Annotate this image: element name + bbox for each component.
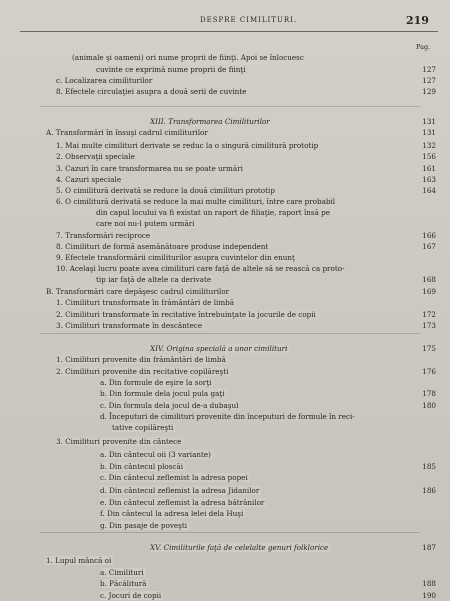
- toc-entry-text: (animale şi oameni) ori nume proprii de fiinţi. Apoi se înlocuesc: [72, 53, 304, 62]
- page-number: 219: [406, 14, 429, 27]
- toc-entry-text: b. Păcălitură: [100, 579, 147, 588]
- toc-entry-text: e. Din cântecul zeflemist la adresa bătrânilor: [100, 498, 265, 507]
- toc-page-number: 178: [422, 389, 436, 398]
- toc-entry-text: cuvinte ce exprimă nume proprii de fiinţi: [96, 65, 246, 74]
- toc-entry-text: 9. Efectele transformării cimiliturilor asupra cuvintelor din enunţ: [56, 253, 295, 262]
- toc-page-number: 176: [422, 367, 436, 376]
- toc-entry-text: 2. Cimilituri transformate în recitative întrebuinţate la jocurile de copii: [56, 310, 316, 319]
- toc-entry-text: A. Transformări în însuşi cadrul cimiliturilor: [46, 128, 208, 137]
- toc-page-number: 129: [422, 87, 436, 96]
- toc-entry-text: a. Din formule de eşire la sorţi: [100, 378, 212, 387]
- toc-entry-text: 3. Cimilituri provenite din cântece: [56, 437, 182, 446]
- toc-page-number: 127: [422, 65, 436, 74]
- toc-entry: [56, 320, 402, 331]
- toc-entry: [46, 555, 402, 566]
- toc-entry: [100, 590, 402, 601]
- toc-entry-text: c. Jocuri de copii: [100, 591, 162, 600]
- toc-page-number: 175: [422, 344, 436, 353]
- toc-page-number: 187: [422, 543, 436, 552]
- toc-entry-text: d. Începuturi de cimilituri provenite din începuturi de formule în reci-: [100, 412, 355, 421]
- toc-entry: [46, 127, 402, 138]
- toc-page-number: 163: [422, 175, 436, 184]
- toc-entry-text: 8. Cimilituri de formă asemănătoare produse independent: [56, 242, 269, 251]
- toc-page-number: 172: [422, 310, 436, 319]
- toc-entry-text: a. Din cântecul oii (3 variante): [100, 450, 211, 459]
- toc-entry: [96, 64, 402, 75]
- toc-entry: [100, 508, 402, 519]
- toc-entry: [56, 163, 402, 174]
- toc-page-number: 161: [422, 164, 436, 173]
- section-divider: [40, 532, 420, 533]
- toc-entry: [56, 309, 402, 320]
- pag-column-label: Pag.: [416, 43, 431, 51]
- toc-entry-text: 2. Cimilituri provenite din recitative copilăreşti: [56, 367, 229, 376]
- toc-page-number: 167: [422, 242, 436, 251]
- toc-entry-text: 6. O cimilitură derivată se reduce la mai multe cimilituri, între care probabil: [56, 197, 336, 206]
- toc-entry-text: 4. Cazuri speciale: [56, 175, 122, 184]
- toc-entry: [56, 230, 402, 241]
- toc-page-number: 168: [422, 275, 436, 284]
- section-divider: [40, 106, 420, 107]
- toc-entry-text: b. Din cântecul ploscăi: [100, 462, 183, 471]
- toc-entry-text: din capul locului va fi existat un raport de filiaţie, raport însă pe: [96, 208, 331, 217]
- toc-section-heading: [150, 343, 402, 354]
- toc-entry: [56, 196, 432, 207]
- toc-page-number: 127: [422, 76, 436, 85]
- toc-section-heading: [150, 542, 402, 553]
- toc-page-number: 185: [422, 462, 436, 471]
- toc-entry: [100, 461, 402, 472]
- toc-entry-text: XIV. Origina specială a unor cimilituri: [150, 344, 288, 353]
- toc-entry: [100, 520, 402, 531]
- toc-page-number: 131: [422, 128, 436, 137]
- toc-entry-text: 1. Cimilituri provenite din frământări de limbă: [56, 355, 226, 364]
- toc-entry: [56, 174, 402, 185]
- toc-page-number: 188: [422, 579, 436, 588]
- section-divider: [40, 333, 420, 334]
- toc-entry: [72, 52, 432, 63]
- toc-entry-text: 2. Observaţii speciale: [56, 152, 135, 161]
- toc-page-number: 190: [422, 591, 436, 600]
- toc-entry: [112, 422, 402, 433]
- toc-entry-text: d. Din cântecul zeflemist la adresa Jidanilor: [100, 486, 260, 495]
- toc-entry: [100, 485, 402, 496]
- toc-entry-text: 8. Efectele circulaţiei asupra a două serii de cuvinte: [56, 87, 247, 96]
- toc-entry: [56, 140, 402, 151]
- toc-page-number: 131: [422, 117, 436, 126]
- toc-entry-text: 7. Transformări reciproce: [56, 231, 151, 240]
- toc-entry-text: 1. Lupul mâncă oi: [46, 556, 112, 565]
- toc-entry: [56, 354, 402, 365]
- toc-page-number: 164: [422, 186, 436, 195]
- toc-entry: [96, 218, 402, 229]
- toc-entry: [56, 297, 402, 308]
- toc-entry-text: g. Din pasaje de poveşti: [100, 521, 188, 530]
- toc-entry-text: care noi nu-l putem urmări: [96, 219, 195, 228]
- toc-entry-text: c. Localizarea cimiliturilor: [56, 76, 153, 85]
- toc-page-number: 186: [422, 486, 436, 495]
- toc-section-heading: [150, 116, 402, 127]
- toc-entry: [56, 241, 402, 252]
- toc-entry: [56, 436, 402, 447]
- toc-entry-text: b. Din formule dela jocul pula gaţi: [100, 389, 225, 398]
- toc-entry: [56, 75, 402, 86]
- toc-entry-text: tative copilăreşti: [112, 423, 174, 432]
- toc-entry: [100, 411, 432, 422]
- toc-page-number: 169: [422, 287, 436, 296]
- toc-entry-text: c. Din formula dela jocul de-a dubaşul: [100, 401, 239, 410]
- toc-entry: [56, 252, 402, 263]
- toc-entry-text: 3. Cimilituri transformate în descântece: [56, 321, 203, 330]
- toc-entry-text: tip iar faţă de altele ca derivate: [96, 275, 212, 284]
- toc-entry: [100, 497, 402, 508]
- toc-entry: [100, 449, 402, 460]
- toc-entry-text: B. Transformări care depăşesc cadrul cimiliturilor: [46, 287, 230, 296]
- toc-page-number: 156: [422, 152, 436, 161]
- toc-entry-text: c. Din cântecul zeflemist la adresa popei: [100, 473, 248, 482]
- toc-entry: [100, 578, 402, 589]
- toc-entry: [100, 567, 402, 578]
- toc-page-number: 166: [422, 231, 436, 240]
- toc-entry-text: XV. Cimiliturile faţă de celelalte genuri folklorice: [150, 543, 329, 552]
- toc-entry: [56, 185, 402, 196]
- toc-entry: [46, 286, 402, 297]
- toc-entry: [100, 400, 402, 411]
- toc-entry-text: 3. Cazuri în care transformarea nu se poate urmări: [56, 164, 243, 173]
- toc-page-number: 132: [422, 141, 436, 150]
- toc-entry: [100, 388, 402, 399]
- toc-entry-text: 1. Mai multe cimilituri derivate se reduc la o singură cimilitură prototip: [56, 141, 319, 150]
- toc-entry: [56, 263, 432, 274]
- toc-entry-text: 10. Acelaşi lucru poate avea cimilituri care faţă de altele să se rească ca proto-: [56, 264, 345, 273]
- toc-page-number: 173: [422, 321, 436, 330]
- toc-entry-text: 5. O cimilitură derivată se reduce la două cimilituri prototip: [56, 186, 275, 195]
- toc-entry-text: a. Cimilituri: [100, 568, 144, 577]
- toc-entry: [56, 151, 402, 162]
- toc-entry: [56, 366, 402, 377]
- toc-entry-text: 1. Cimilituri transformate în frământări de limbă: [56, 298, 235, 307]
- toc-page-number: 180: [422, 401, 436, 410]
- toc-entry-text: f. Din cântecul la adresa lelei dela Huşi: [100, 509, 244, 518]
- toc-entry: [96, 274, 402, 285]
- running-title: DESPRE CIMILITURI.: [200, 16, 298, 24]
- toc-entry-text: XIII. Transformarea Cimiliturilor: [150, 117, 270, 126]
- toc-entry: [100, 377, 402, 388]
- toc-entry: [96, 207, 432, 218]
- toc-entry: [100, 472, 402, 483]
